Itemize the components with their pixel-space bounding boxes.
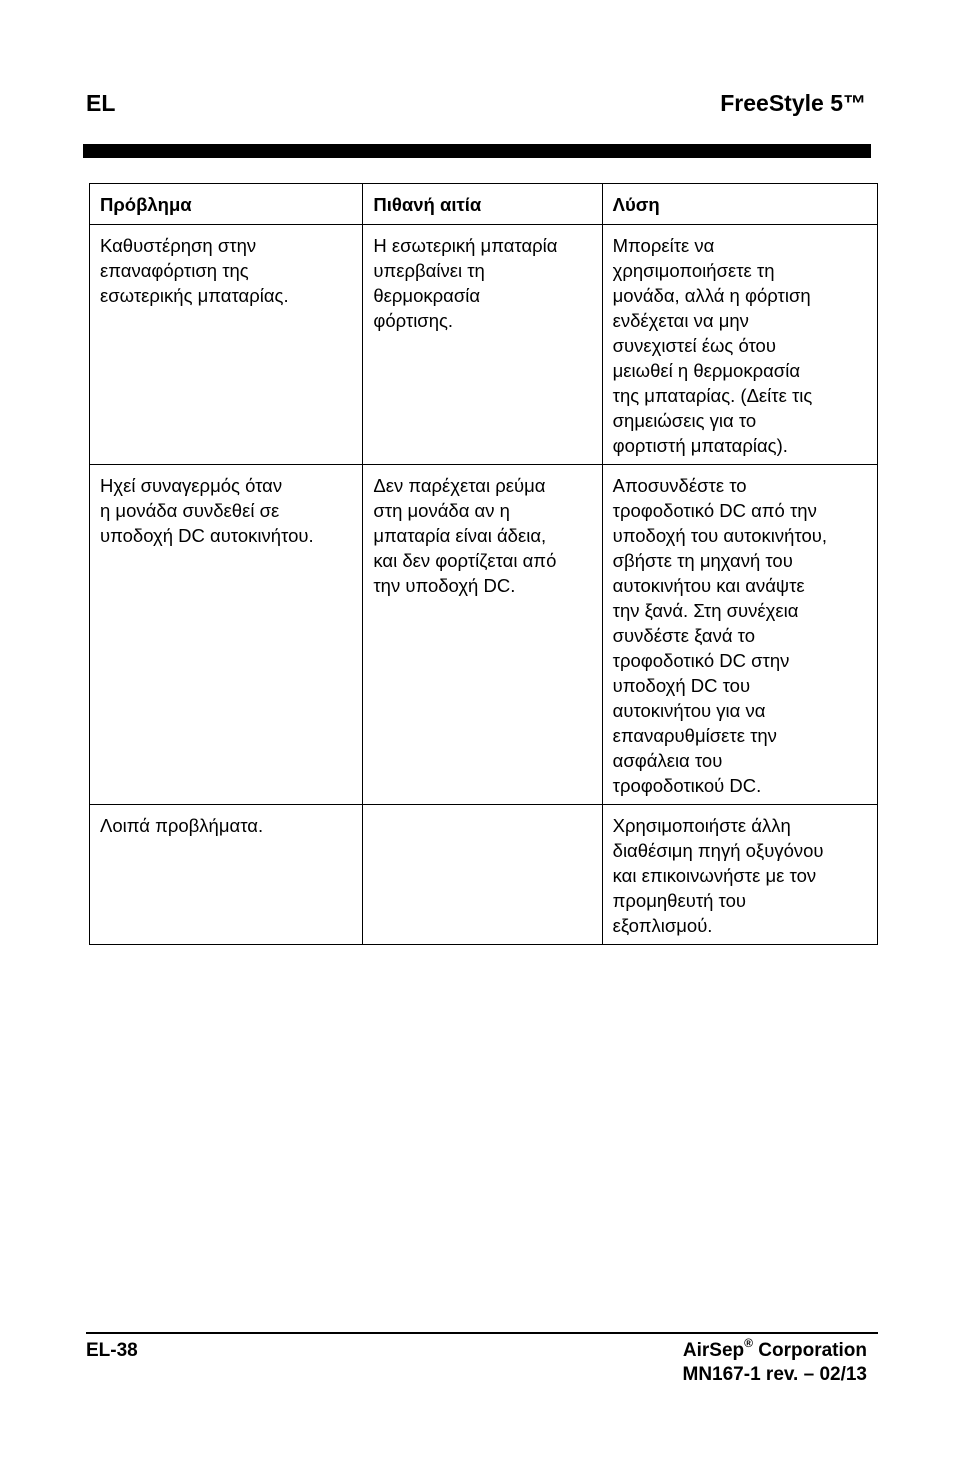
company-name: AirSep bbox=[682, 1340, 745, 1361]
footer-publisher-block bbox=[682, 1335, 868, 1387]
table-row bbox=[90, 805, 878, 945]
manual-revision: MN167-1 rev. – 02/13 bbox=[682, 1364, 867, 1385]
problem-cell: Καθυστέρηση στην επαναφόρτιση της εσωτερικής μπαταρίας. bbox=[90, 225, 363, 465]
table-header-row bbox=[90, 184, 878, 225]
solution-cell: Χρησιμοποιήστε άλλη διαθέσιμη πηγή οξυγόνου και επικοινωνήστε με τον προμηθευτή του εξοπλισμού. bbox=[602, 805, 877, 945]
column-header-problem: Πρόβλημα bbox=[90, 184, 363, 225]
cause-cell: Δεν παρέχεται ρεύμα στη μονάδα αν η μπαταρία είναι άδεια, και δεν φορτίζεται από την υποδοχή DC. bbox=[363, 465, 602, 805]
header-divider-bar bbox=[83, 144, 871, 158]
column-header-solution: Λύση bbox=[602, 184, 877, 225]
cause-cell: Η εσωτερική μπαταρία υπερβαίνει τη θερμοκρασία φόρτισης. bbox=[363, 225, 602, 465]
footer-divider bbox=[86, 1332, 878, 1334]
registered-mark: ® bbox=[744, 1335, 753, 1350]
page-number: EL-38 bbox=[86, 1340, 138, 1361]
column-header-cause: Πιθανή αιτία bbox=[363, 184, 602, 225]
product-name: FreeStyle 5™ bbox=[720, 90, 866, 116]
company-line bbox=[682, 1335, 868, 1363]
solution-cell: Μπορείτε να χρησιμοποιήσετε τη μονάδα, αλλά η φόρτιση ενδέχεται να μην συνεχιστεί έως ότου μειωθεί η θερμοκρασία της μπαταρίας. (Δείτε τις σημειώσεις για το φορτιστή μπαταρίας). bbox=[602, 225, 877, 465]
table-row bbox=[90, 225, 878, 465]
problem-cell: Ηχεί συναγερμός όταν η μονάδα συνδεθεί σε υποδοχή DC αυτοκινήτου. bbox=[90, 465, 363, 805]
language-code: EL bbox=[86, 90, 116, 116]
troubleshooting-table bbox=[89, 183, 878, 945]
problem-cell: Λοιπά προβλήματα. bbox=[90, 805, 363, 945]
cause-cell bbox=[363, 805, 602, 945]
table-row bbox=[90, 465, 878, 805]
company-suffix: Corporation bbox=[753, 1340, 867, 1361]
solution-cell: Αποσυνδέστε το τροφοδοτικό DC από την υποδοχή του αυτοκινήτου, σβήστε τη μηχανή του αυτοκινήτου και ανάψτε την ξανά. Στη συνέχεια συνδέστε ξανά το τροφοδοτικό DC στην υποδοχή DC του αυτοκινήτου για να επαναρυθμίσετε την ασφάλεια του τροφοδοτικού DC. bbox=[602, 465, 877, 805]
